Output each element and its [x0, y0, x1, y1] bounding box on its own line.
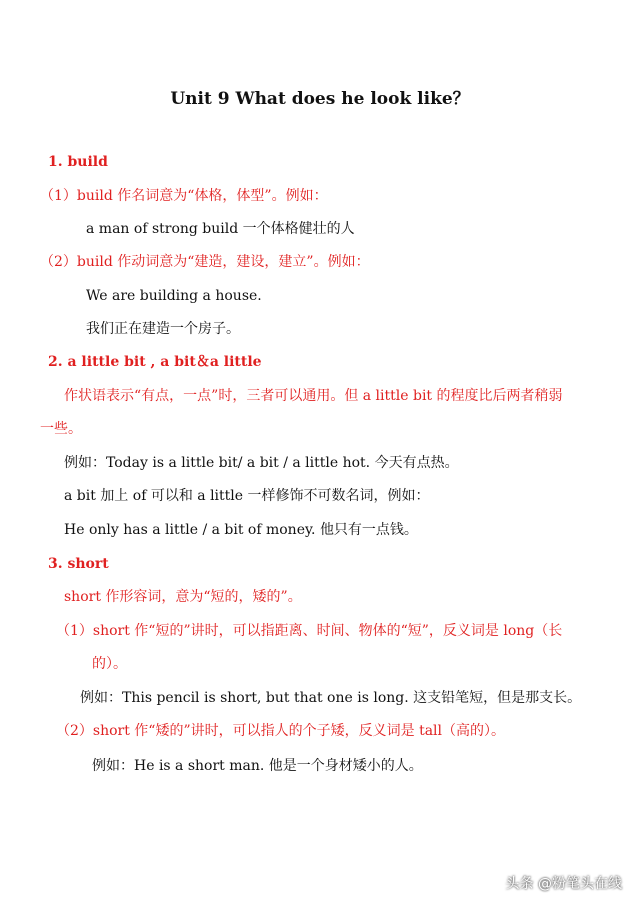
short-meaning1-line1: （1）short 作“短的”讲时，可以指距离、时间、物体的“短”，反义词是 long（长	[56, 623, 563, 639]
watermark: 头条 @粉笔头在线	[505, 876, 622, 892]
short-meaning1-line2: 的）。	[92, 656, 127, 672]
build-verb-explanation: （2）build 作动词意为“建造，建设，建立”。例如：	[40, 254, 370, 270]
short-meaning2-example: 例如：He is a short man. 他是一个身材矮小的人。	[92, 758, 423, 774]
short-meaning2: （2）short 作“矮的”讲时，可以指人的个子矮，反义词是 tall（高的）。	[56, 723, 505, 739]
build-verb-example-zh: 我们正在建造一个房子。	[86, 321, 240, 337]
build-verb-example-en: We are building a house.	[86, 288, 262, 304]
little-bit-explanation-line2: 一些。	[40, 421, 82, 437]
build-noun-explanation: （1）build 作名词意为“体格，体型”。例如：	[40, 188, 328, 204]
short-intro: short 作形容词，意为“短的，矮的”。	[64, 589, 302, 605]
page-title: Unit 9 What does he look like？	[170, 89, 470, 109]
little-bit-explanation-line1: 作状语表示“有点，一点”时，三者可以通用。但 a little bit 的程度比后两者稍弱	[64, 388, 563, 404]
section-heading-short: 3. short	[48, 556, 109, 572]
little-bit-note-example: He only has a little / a bit of money. 他只有一点钱。	[64, 522, 418, 538]
little-bit-note: a bit 加上 of 可以和 a little 一样修饰不可数名词，例如：	[64, 488, 430, 504]
section-heading-little-bit: 2. a little bit , a bit＆a little	[48, 354, 262, 370]
short-meaning1-example: 例如：This pencil is short, but that one is long. 这支铅笔短，但是那支长。	[80, 690, 582, 706]
little-bit-example: 例如：Today is a little bit/ a bit / a little hot. 今天有点热。	[64, 455, 459, 471]
section-heading-build: 1. build	[48, 154, 108, 170]
build-noun-example: a man of strong build 一个体格健壮的人	[86, 221, 355, 237]
